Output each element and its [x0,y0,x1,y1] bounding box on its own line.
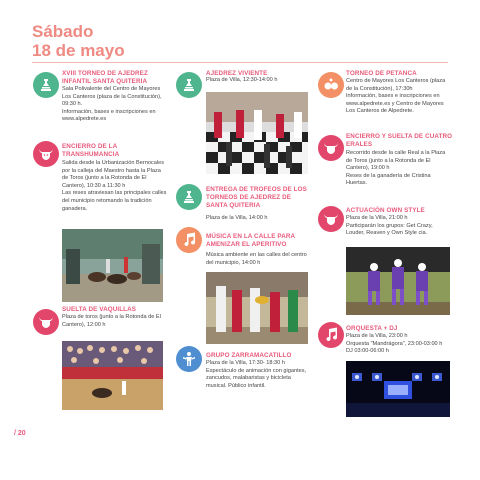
event-title: SUELTA DE VAQUILLAS [62,306,137,313]
event-details: Salida desde la Urbanización Bernocales por la calleja del Maestro hasta la Plaza de Toros (junto a la Rotonda de El Cantero), 10:30 a 11:30 h Las reses atraviesan las principales calles del municipio retomando la tradición ganadera. [62,160,167,212]
photo-encierro [62,229,163,302]
event-title: XVIII TORNEO DE AJEDREZ INFANTIL SANTA QUITERIA [62,70,148,85]
chess-icon [176,72,202,98]
event-details: Plaza de toros (junto a la Rotonda de El Cantero), 12:00 h [62,314,161,328]
event-title: ORQUESTA + DJ [346,325,398,332]
event-details: Sala Polivalente del Centro de Mayores Los Canteros (plaza de la Constitución), 09:30 h. Información, bases e inscripciones en www.alpedrete.es [62,86,162,123]
bull-icon [33,309,59,335]
event-details: Música ambiente en las calles del centro del municipio, 14:00 h [206,252,307,266]
music-icon [176,227,202,253]
page-number: / 20 [14,430,26,437]
event-details: Plaza de la Villa, 21:00 h Participarán los grupos: Get Crazy, Louder, Reaven y Own Style cia. [346,215,433,237]
photo-own-style [346,247,450,315]
event-title: ENCIERRO Y SUELTA DE CUATRO ERALES [346,133,453,148]
event-title: AJEDREZ VIVIENTE [206,70,268,77]
event-title: MÚSICA EN LA CALLE PARA AMENIZAR EL APERITIVO [206,233,295,248]
page-title: Sábado 18 de mayo [32,22,125,60]
event-details: Plaza de la Villa, 17:30- 18:30 h Espectáculo de animación con gigantes, zancudos, malabaristas y bicicleta musical. Público infantil. [206,360,307,389]
bull-icon [318,135,344,161]
event-details: Plaza de Villa, 12:30-14:00 h [206,77,278,83]
event-details: Recorrido desde la calle Real a la Plaza de Toros (junto a la Rotonda de El Cantero), 19:00 h Reses de la ganadería de Cristina Huertas. [346,150,446,187]
event-details: Plaza de la Villa, 14:00 h [206,215,268,221]
event-details: Centro de Mayores Los Canteros (plaza de la Constitución), 17:30h Información, bases e inscripciones en www.alpedrete.es y Centro de Mayores Los Canteros de Alpedrete. [346,78,446,115]
event-title: GRUPO ZARRAMACATILLO [206,352,292,359]
event-title: ENTREGA DE TROFEOS DE LOS TORNEOS DE AJEDREZ DE SANTA QUITERIA [206,186,307,209]
photo-vaquillas [62,341,163,410]
event-title: ENCIERRO DE LA TRANSHUMANCIA [62,143,120,158]
event-details: Plaza de la Villa, 23:00 h Orquesta "Mandrágora", 23:00-03:00 h DJ 03:00-06:00 h [346,333,443,355]
chess-icon [33,72,59,98]
photo-orquesta [346,361,450,417]
photo-ajedrez-viviente [206,92,308,174]
photo-musica [206,272,308,344]
event-title: TORNEO DE PETANCA [346,70,417,77]
performer-icon [176,346,202,372]
bull-icon [33,141,59,167]
event-title: ACTUACIÓN OWN STYLE [346,207,425,214]
petanque-icon [318,72,344,98]
chess-icon [176,184,202,210]
bull-icon [318,206,344,232]
divider [32,62,448,63]
music-icon [318,322,344,348]
